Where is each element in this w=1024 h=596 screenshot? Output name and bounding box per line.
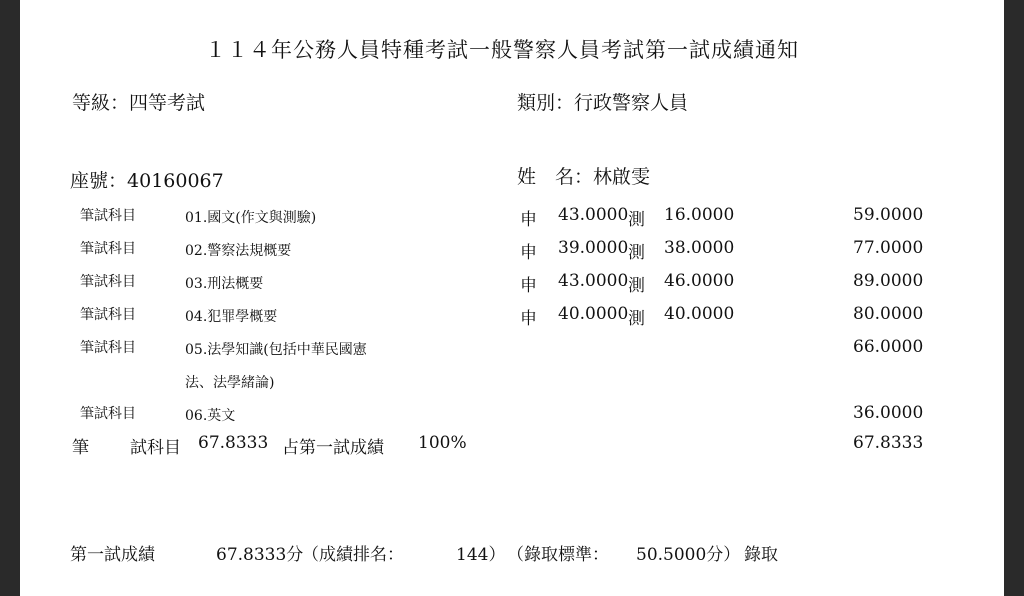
notice-title: １１４年公務人員特種考試一般警察人員考試第一試成績通知 (205, 38, 799, 62)
summary-total: 67.8333 (853, 433, 924, 453)
ce-score: 16.0000 (664, 205, 735, 225)
category-label: 類別： (517, 92, 575, 114)
category-field (517, 88, 688, 115)
row-label: 筆試科目 (80, 241, 136, 257)
shen-score: 40.0000 (558, 304, 629, 324)
shen-score: 43.0000 (558, 205, 629, 225)
summary-percent: 100% (418, 433, 467, 453)
grade-field (72, 88, 205, 115)
name-label: 姓 名： (517, 166, 594, 188)
summary-average: 67.8333 (198, 433, 269, 453)
seat-field (70, 166, 224, 193)
name-field (517, 162, 650, 189)
row-label: 筆試科目 (80, 307, 136, 323)
shen-mark: 申 (520, 210, 537, 230)
subject-total: 77.0000 (853, 238, 924, 258)
ce-score: 46.0000 (664, 271, 735, 291)
subject-total: 59.0000 (853, 205, 924, 225)
name-value: 林啟雯 (593, 166, 651, 188)
shen-score: 43.0000 (558, 271, 629, 291)
ce-score: 40.0000 (664, 304, 735, 324)
seat-value: 40160067 (127, 170, 224, 192)
subject-total: 36.0000 (853, 403, 924, 423)
subject-name: 05.法學知識(包括中華民國憲 (185, 342, 367, 358)
shen-mark: 申 (520, 276, 537, 296)
summary-share-label: 占第一試成績 (282, 438, 384, 458)
standard-label: （錄取標準： (507, 545, 609, 565)
result-score: 67.8333分 (216, 545, 304, 565)
ce-mark: 測 (628, 309, 645, 329)
row-label: 筆試科目 (80, 274, 136, 290)
shen-score: 39.0000 (558, 238, 629, 258)
subject-name: 01.國文(作文與測驗) (185, 210, 317, 226)
rank-label: （成績排名： (302, 545, 404, 565)
subject-name: 03.刑法概要 (185, 276, 264, 292)
grade-label: 等級： (72, 92, 130, 114)
ce-score: 38.0000 (664, 238, 735, 258)
score-notice-page (20, 0, 1004, 596)
row-label: 筆試科目 (80, 406, 136, 422)
grade-value: 四等考試 (129, 92, 206, 114)
category-value: 行政警察人員 (574, 92, 689, 114)
seat-label: 座號： (70, 170, 128, 192)
shen-mark: 申 (520, 243, 537, 263)
shen-mark: 申 (520, 309, 537, 329)
ce-mark: 測 (628, 243, 645, 263)
admission-status: 錄取 (744, 545, 778, 565)
subject-name: 02.警察法規概要 (185, 243, 292, 259)
ce-mark: 測 (628, 210, 645, 230)
result-label: 第一試成績 (70, 545, 155, 565)
subject-name: 06.英文 (185, 408, 236, 424)
summary-label: 試科目 (130, 438, 181, 458)
subject-total: 89.0000 (853, 271, 924, 291)
standard-value: 50.5000分） (636, 545, 741, 565)
subject-name: 04.犯罪學概要 (185, 309, 278, 325)
ce-mark: 測 (628, 276, 645, 296)
subject-total: 66.0000 (853, 337, 924, 357)
row-label: 筆試科目 (80, 208, 136, 224)
row-label: 筆試科目 (80, 340, 136, 356)
subject-name-continued: 法、法學緒論) (185, 375, 275, 391)
rank-value: 144） (456, 545, 506, 565)
summary-left: 筆 (72, 438, 89, 458)
subject-total: 80.0000 (853, 304, 924, 324)
